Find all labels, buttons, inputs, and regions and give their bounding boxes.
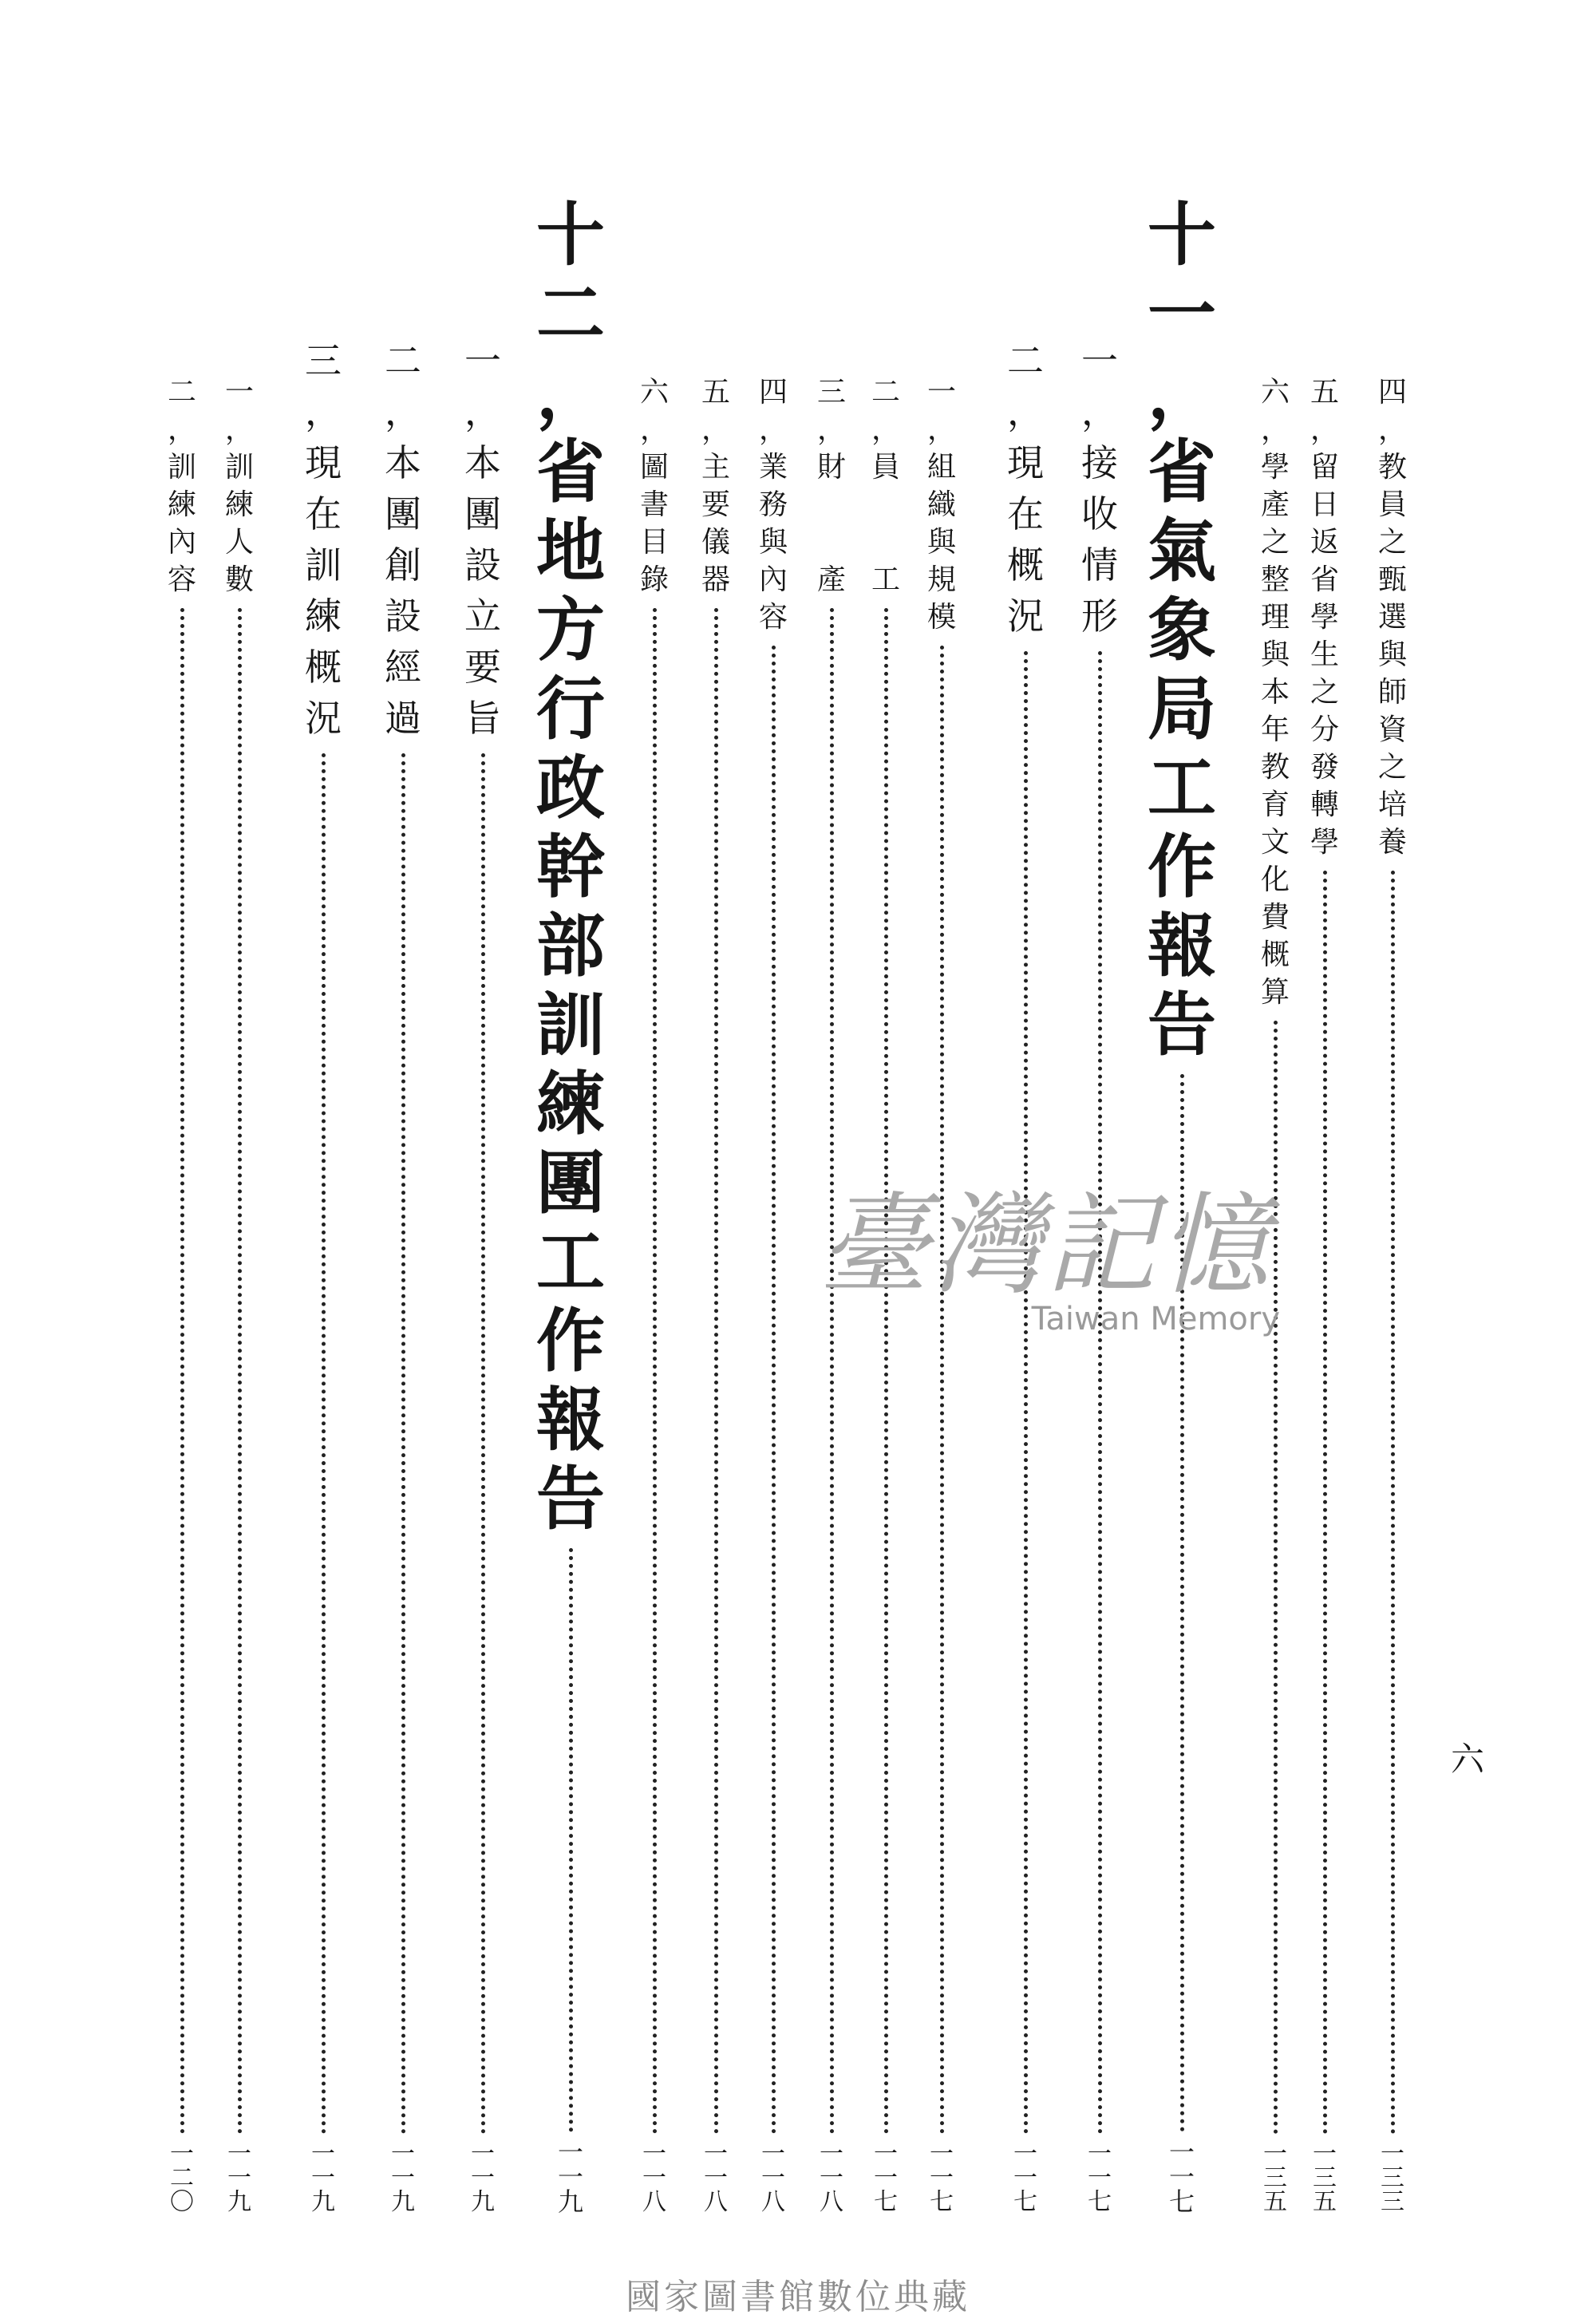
toc-entry [222,373,257,2214]
toc-entry-title: 五 ， 留 日 返 省 學 生 之 分 發 轉 學 [1310,376,1339,859]
toc-entry-page: 一 一 七 [1088,2140,1112,2216]
dot-leader [180,608,184,2135]
toc-entry-title: 六 ， 圖 書 目 錄 [639,376,669,596]
toc-entry-title: 三 ， 現 在 訓 練 概 況 [305,339,342,740]
toc-entry [532,195,609,2217]
toc-entry-page: 一 一 八 [761,2140,785,2216]
toc-entry [1307,373,1342,2214]
watermark [790,1157,1301,1337]
toc-entry-page: 一 一 七 [1168,2137,1195,2217]
toc-entry [381,335,425,2214]
watermark-chinese: 臺灣記憶 [818,1181,1272,1310]
toc-entry-page: 一 一 九 [227,2140,251,2216]
dot-leader [884,608,888,2135]
toc-entry-title: 十 二 ， 省 地 方 行 政 幹 部 訓 練 團 工 作 報 告 [536,195,605,1539]
toc-entry-title: 一 ， 本 團 設 立 要 旨 [464,339,501,740]
toc-entry-title: 四 ， 教 員 之 甄 選 與 師 資 之 培 養 [1377,376,1407,859]
toc-entry-title: 三 ， 財 產 [816,376,846,596]
dot-leader [772,646,776,2135]
toc-entry [460,335,505,2214]
toc-entry [756,373,791,2214]
dot-leader [569,1548,573,2132]
dot-leader [1098,651,1102,2135]
dot-leader [830,608,834,2135]
toc-entry-title: 一 ， 接 收 情 形 [1081,339,1118,638]
toc-entry-page: 一 一 八 [820,2140,843,2216]
archive-footer: 國家圖書館數位典藏 [626,2277,970,2317]
toc-entry-page: 一 一 七 [874,2140,898,2216]
dot-leader [401,753,405,2135]
toc-entry-title: 十 一 ， 省 氣 象 局 工 作 報 告 [1148,195,1216,1065]
dot-leader [238,608,242,2135]
toc-entry-title: 二 ， 現 在 概 況 [1007,339,1044,638]
dot-leader [322,753,326,2135]
toc-entry-page: 一 二 〇 [170,2140,194,2216]
dot-leader [481,753,485,2135]
watermark-english: Taiwan Memory [1031,1301,1280,1337]
dot-leader [940,646,944,2135]
dot-leader [1391,871,1395,2135]
toc-entry-page: 一 一 八 [704,2140,728,2216]
dot-leader [1024,651,1028,2135]
dot-leader [714,608,718,2135]
toc-entry-title: 二 ， 員 工 [871,376,900,596]
toc-entry [637,373,672,2214]
toc-entry-title: 四 ， 業 務 與 內 容 [758,376,788,634]
toc-entry-page: 一 三 五 [1313,2140,1337,2216]
toc-entry [698,373,733,2214]
toc-entry-page: 一 一 七 [930,2140,954,2216]
toc-entry-page: 一 一 八 [642,2140,666,2216]
toc-entry-title: 二 ， 訓 練 內 容 [167,376,196,596]
toc-entry-page: 一 三 三 [1381,2140,1404,2216]
toc-entry-title: 二 ， 本 團 創 設 經 過 [385,339,421,740]
toc-entry [1375,373,1410,2214]
toc-entry-page: 一 一 九 [471,2140,495,2216]
toc-entry-title: 六 ， 學 產 之 整 理 與 本 年 教 育 文 化 費 概 算 [1260,376,1290,1009]
toc-entry-page: 一 一 九 [311,2140,335,2216]
dot-leader [653,608,657,2135]
dot-leader [1323,871,1327,2135]
toc-entry-page: 一 一 七 [1013,2140,1037,2216]
toc-entry-title: 一 ， 訓 練 人 數 [224,376,254,596]
toc-entry-title: 五 ， 主 要 儀 器 [701,376,730,596]
toc-entry-title: 一 ， 組 織 與 規 模 [926,376,956,634]
toc-entry-page: 一 一 九 [391,2140,415,2216]
page-number: 六 [1451,1740,1485,1779]
toc-entry-page: 一 一 九 [557,2137,583,2217]
toc-entry-page: 一 三 五 [1263,2140,1287,2216]
toc-entry [164,373,200,2214]
toc-entry [301,335,346,2214]
